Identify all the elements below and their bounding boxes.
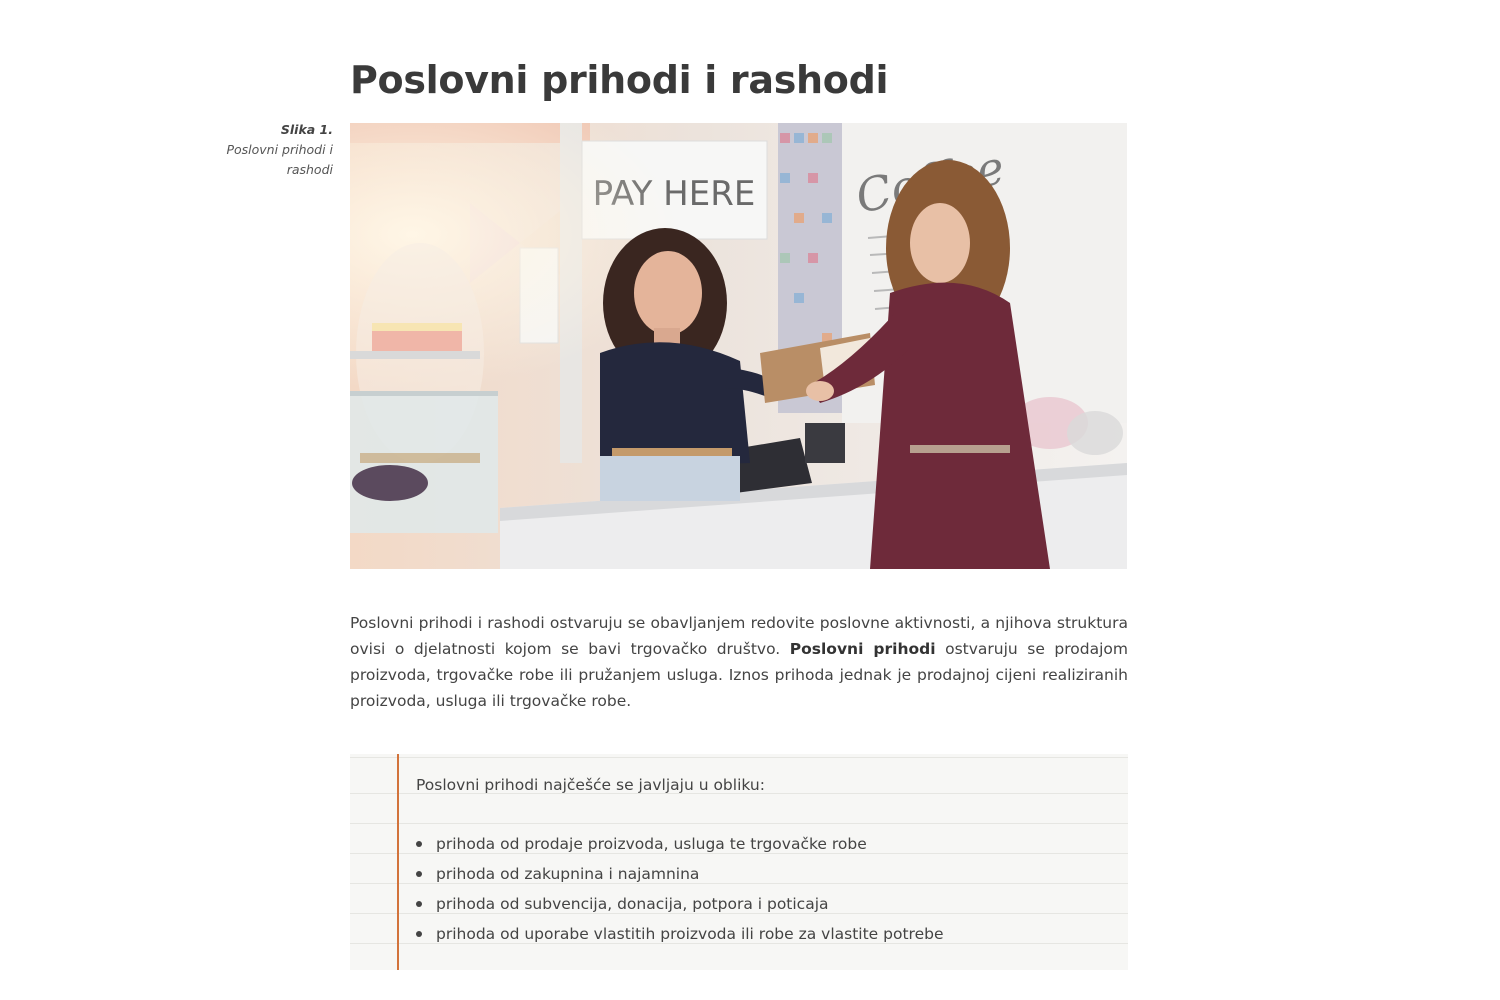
note-intro: Poslovni prihodi najčešće se javljaju u obliku: bbox=[416, 776, 765, 794]
note-margin-line bbox=[397, 754, 399, 970]
figure-image bbox=[350, 123, 1127, 569]
paragraph-text-part1: Poslovni prihodi i rashodi ostvaruju se obavljanjem redovite poslovne aktivnosti, a njihova struktura ovisi o djelatnosti kojom se bavi trgovačko društvo. bbox=[350, 614, 1128, 658]
paragraph-bold-term: Poslovni prihodi bbox=[789, 640, 936, 658]
figure-caption-text: Poslovni prihodi i rashodi bbox=[226, 142, 333, 177]
list-item-text: prihoda od prodaje proizvoda, usluga te trgovačke robe bbox=[436, 835, 867, 853]
bullet-icon bbox=[416, 931, 422, 937]
list-item bbox=[416, 889, 944, 919]
bullet-icon bbox=[416, 871, 422, 877]
paragraph-text-part2: ostvaruju se prodajom proizvoda, trgovačke robe ili pružanjem usluga. Iznos prihoda jednak je prodajnoj cijeni realiziranih proizvoda, usluga ili trgovačke robe. bbox=[350, 640, 1128, 710]
list-item-text: prihoda od zakupnina i najamnina bbox=[436, 865, 700, 883]
note-list bbox=[416, 829, 944, 949]
bullet-icon bbox=[416, 841, 422, 847]
list-item-text: prihoda od subvencija, donacija, potpora i poticaja bbox=[436, 895, 829, 913]
figure-label: Slika 1. bbox=[280, 122, 333, 137]
page-title: Poslovni prihodi i rashodi bbox=[350, 58, 889, 102]
bullet-icon bbox=[416, 901, 422, 907]
list-item bbox=[416, 829, 944, 859]
list-item bbox=[416, 859, 944, 889]
list-item bbox=[416, 919, 944, 949]
cafe-illustration bbox=[350, 123, 1127, 569]
list-item-text: prihoda od uporabe vlastitih proizvoda ili robe za vlastite potrebe bbox=[436, 925, 944, 943]
intro-paragraph bbox=[350, 610, 1128, 714]
figure-caption bbox=[190, 120, 333, 180]
note-box bbox=[350, 754, 1128, 970]
